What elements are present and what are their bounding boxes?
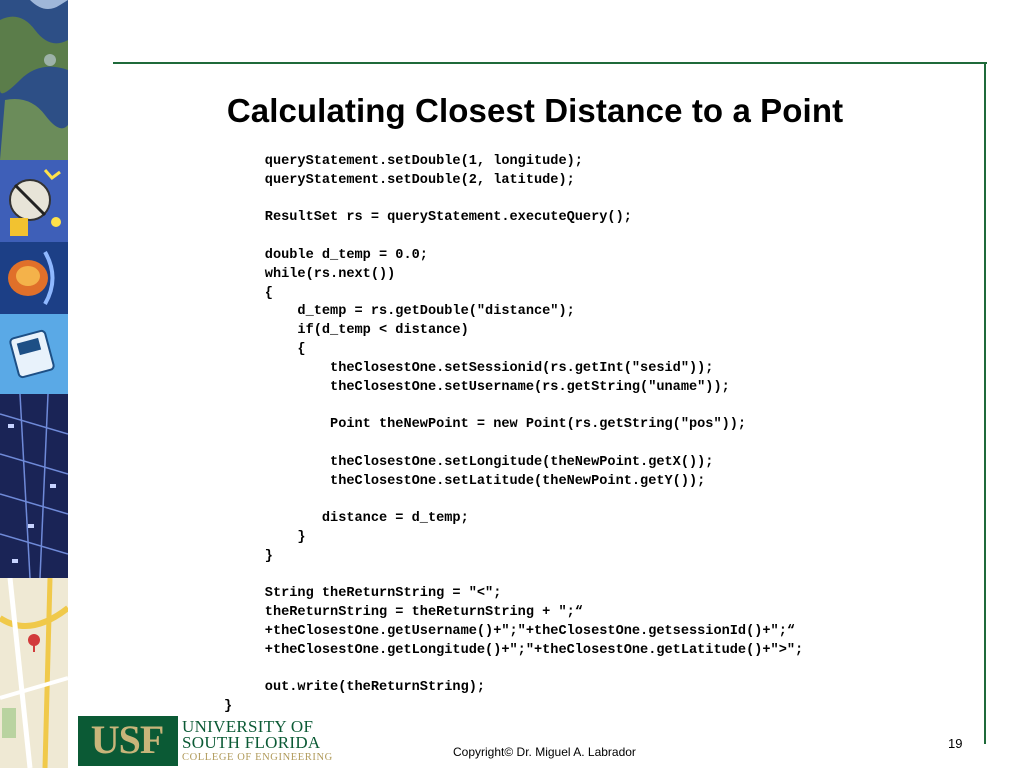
- code-line: d_temp = rs.getDouble("distance");: [224, 304, 575, 320]
- street-map-image: [0, 578, 68, 768]
- code-line: [224, 435, 803, 454]
- code-line: if(d_temp < distance): [224, 323, 469, 339]
- code-line: theClosestOne.setLongitude(theNewPoint.getX());: [224, 454, 714, 470]
- page-number: 19: [948, 736, 963, 751]
- code-line: [224, 191, 803, 210]
- code-line: +theClosestOne.getLongitude()+";"+theClosestOne.getLatitude()+">";: [224, 642, 804, 658]
- usf-logo-line1: UNIVERSITY OF: [182, 717, 314, 736]
- code-line: }: [224, 529, 306, 545]
- code-line: {: [224, 341, 306, 357]
- copyright-text: Copyright© Dr. Miguel A. Labrador: [453, 745, 636, 759]
- code-line: }: [224, 548, 273, 564]
- code-line: [224, 228, 803, 247]
- code-line: [224, 661, 803, 680]
- code-line: [224, 397, 803, 416]
- usf-logo-abbr: USF: [90, 717, 164, 762]
- code-line: while(rs.next()): [224, 266, 396, 282]
- code-line: out.write(theReturnString);: [224, 680, 486, 696]
- earth-satellite-image: [0, 0, 68, 160]
- code-line: distance = d_temp;: [224, 511, 469, 527]
- code-line: theClosestOne.setLatitude(theNewPoint.getY());: [224, 473, 706, 489]
- satellite-dish-icon: [0, 160, 68, 242]
- frame-top-rule: [113, 62, 987, 64]
- frame-right-rule: [984, 62, 986, 744]
- code-line: queryStatement.setDouble(1, longitude);: [224, 154, 583, 169]
- slide-title: Calculating Closest Distance to a Point: [226, 92, 844, 129]
- code-line: theClosestOne.setUsername(rs.getString("uname"));: [224, 379, 730, 395]
- code-line: queryStatement.setDouble(2, latitude);: [224, 172, 575, 188]
- code-line: theReturnString = theReturnString + ";“: [224, 605, 583, 621]
- code-line: }: [224, 699, 233, 715]
- code-line: String theReturnString = "<";: [224, 586, 502, 602]
- code-line: Point theNewPoint = new Point(rs.getString("pos"));: [224, 417, 747, 433]
- code-line: ResultSet rs = queryStatement.executeQuery();: [224, 210, 632, 226]
- code-line: {: [224, 285, 273, 301]
- code-line: theClosestOne.setSessionid(rs.getInt("sesid"));: [224, 360, 714, 376]
- brain-scan-image: [0, 242, 68, 314]
- code-line: [224, 491, 803, 510]
- usf-logo: [78, 716, 333, 766]
- phone-icon: [0, 314, 68, 394]
- circuit-board-image: [0, 394, 68, 578]
- code-line: double d_temp = 0.0;: [224, 247, 428, 263]
- usf-logo-line3: COLLEGE OF ENGINEERING: [182, 752, 333, 763]
- code-block: [224, 153, 803, 717]
- code-line: +theClosestOne.getUsername()+";"+theClosestOne.getsessionId()+";“: [224, 623, 796, 639]
- code-line: [224, 567, 803, 586]
- usf-logo-line2: SOUTH FLORIDA: [182, 733, 321, 752]
